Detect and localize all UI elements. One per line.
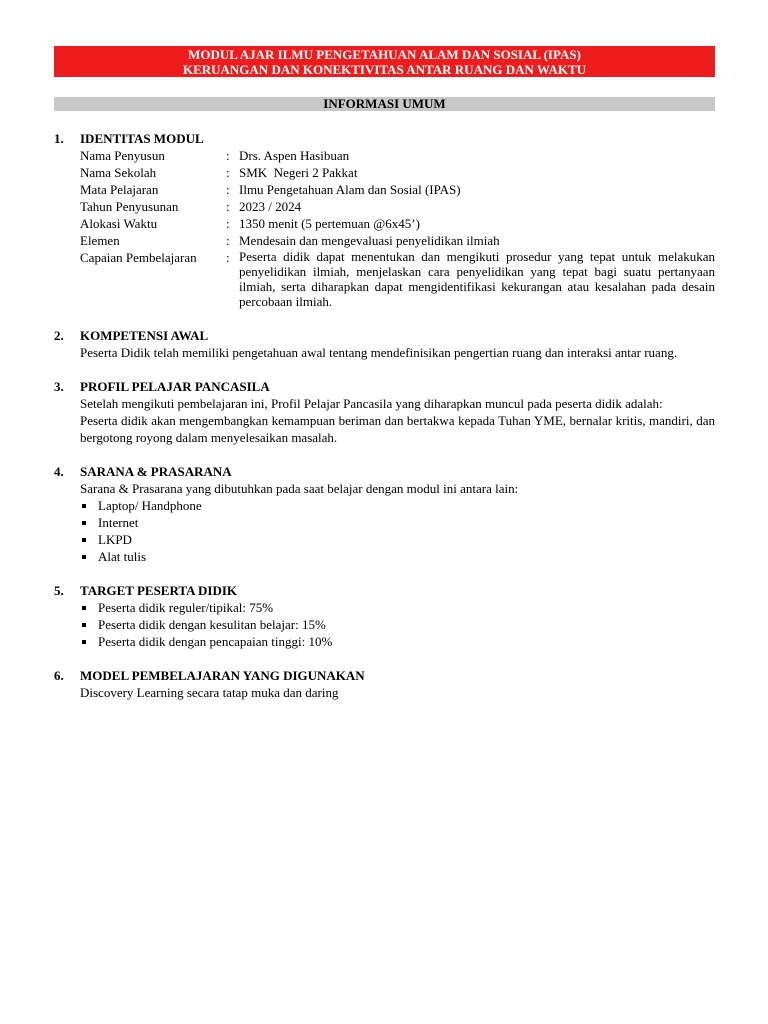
identity-row [80,164,715,181]
section-paragraph: Peserta Didik telah memiliki pengetahuan awal tentang mendefinisikan pengertian ruang dan interaksi antar ruang. [80,345,678,360]
identity-label: Nama Penyusun [80,148,165,163]
identity-label: Capaian Pembelajaran [80,250,197,265]
identity-label: Tahun Penyusunan [80,199,179,214]
list-item: Internet [80,514,715,531]
section-model-pembelajaran [54,667,715,701]
section-paragraph: Sarana & Prasarana yang dibutuhkan pada saat belajar dengan modul ini antara lain: [80,481,519,496]
identity-value: Mendesain dan mengevaluasi penyelidikan ilmiah [239,233,500,248]
identity-row [80,215,715,232]
section-paragraph: Setelah mengikuti pembelajaran ini, Profil Pelajar Pancasila yang diharapkan muncul pada peserta didik adalah: [80,396,663,411]
section-title: TARGET PESERTA DIDIK [80,583,238,598]
section-title: SARANA & PRASARANA [80,464,232,479]
section-number: 3. [54,379,64,394]
section-title: KOMPETENSI AWAL [80,328,209,343]
section-title: PROFIL PELAJAR PANCASILA [80,379,270,394]
list-item: Peserta didik dengan pencapaian tinggi: 10% [80,633,715,650]
identity-colon: : [226,199,230,214]
info-umum-heading: INFORMASI UMUM [54,97,715,111]
identity-value: Drs. Aspen Hasibuan [239,148,350,163]
bullet-list [80,497,715,565]
identity-label: Alokasi Waktu [80,216,158,231]
list-item: LKPD [80,531,715,548]
identity-label: Mata Pelajaran [80,182,159,197]
section-profil-pelajar-pancasila [54,378,715,446]
identity-value: 2023 / 2024 [239,199,302,214]
identity-value: Ilmu Pengetahuan Alam dan Sosial (IPAS) [239,182,461,197]
identity-value: Peserta didik dapat menentukan dan mengikuti prosedur yang tepat untuk melakukan penyelidikan ilmiah, menjelaskan cara penyelidikan yang tepat bagi suatu pertanyaan ilmiah, serta diharapkan dapat mengidentifikasi kekurangan atau kesalahan pada desain percobaan ilmiah. [239,249,715,309]
identity-colon: : [226,182,230,197]
identity-value: 1350 menit (5 pertemuan @6x45’) [239,216,420,231]
document-body [54,130,715,701]
section-number: 4. [54,464,64,479]
section-number: 2. [54,328,64,343]
identity-label: Elemen [80,233,120,248]
identity-colon: : [226,216,230,231]
list-item: Peserta didik dengan kesulitan belajar: 15% [80,616,715,633]
identity-row [80,198,715,215]
section-title: IDENTITAS MODUL [80,131,204,146]
section-paragraph: Discovery Learning secara tatap muka dan daring [80,685,339,700]
title-line-2: KERUANGAN DAN KONEKTIVITAS ANTAR RUANG DAN WAKTU [182,61,587,77]
document-title-banner [54,46,715,77]
identity-row [80,147,715,164]
identity-label: Nama Sekolah [80,165,157,180]
section-identitas-modul [54,130,715,309]
section-title: MODEL PEMBELAJARAN YANG DIGUNAKAN [80,668,365,683]
list-item: Laptop/ Handphone [80,497,715,514]
section-kompetensi-awal [54,327,715,361]
list-item: Peserta didik reguler/tipikal: 75% [80,599,715,616]
identity-row [80,232,715,249]
identity-row [80,181,715,198]
section-paragraph-2: Peserta didik akan mengembangkan kemampuan beriman dan bertakwa kepada Tuhan YME, bernalar kritis, mandiri, dan bergotong royong dalam menyelesaikan masalah. [80,413,715,445]
bullet-list [80,599,715,650]
section-number: 5. [54,583,64,598]
identity-colon: : [226,148,230,163]
section-sarana-prasarana [54,463,715,565]
identity-colon: : [226,233,230,248]
section-number: 6. [54,668,64,683]
identity-colon: : [226,250,230,265]
section-number: 1. [54,131,64,146]
identity-value: SMK Negeri 2 Pakkat [239,165,358,180]
identity-row [80,249,715,309]
title-line-1: MODUL AJAR ILMU PENGETAHUAN ALAM DAN SOSIAL (IPAS) [188,46,581,62]
list-item: Alat tulis [80,548,715,565]
identity-colon: : [226,165,230,180]
section-target-peserta-didik [54,582,715,650]
